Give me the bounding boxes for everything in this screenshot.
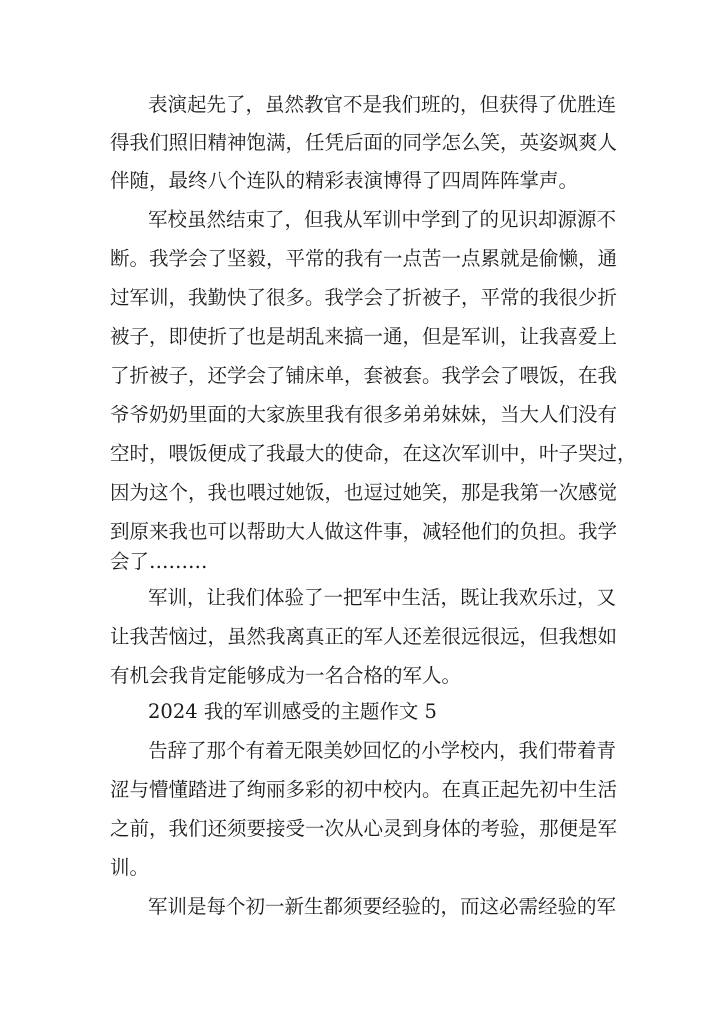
text-line: 被子，即使折了也是胡乱来搞一通，但是军训，让我喜爱上 [110, 325, 618, 348]
text-line: 爷爷奶奶里面的大家族里我有很多弟弟妹妹，当大人们没有 [110, 403, 618, 426]
text-line: 伴随，最终八个连队的精彩表演博得了四周阵阵掌声。 [110, 169, 579, 192]
text-line: 表演起先了，虽然教官不是我们班的，但获得了优胜连 [148, 93, 617, 116]
text-line: 之前，我们还须要接受一次从心灵到身体的考验，那便是军 [110, 817, 618, 840]
text-line: 训。 [110, 856, 150, 879]
text-line: 因为这个，我也喂过她饭，也逗过她笑，那是我第一次感觉 [110, 481, 618, 504]
text-line: 军校虽然结束了，但我从军训中学到了的见识却源源不 [148, 208, 617, 231]
text-line: 到原来我也可以帮助大人做这件事，减轻他们的负担。我学 [110, 520, 618, 543]
text-line: 军训是每个初一新生都须要经验的，而这必需经验的军 [148, 895, 617, 918]
text-line: 有机会我肯定能够成为一名合格的军人。 [110, 664, 462, 687]
text-line: 军训，让我们体验了一把军中生活，既让我欢乐过，又 [148, 586, 617, 609]
text-line: 让我苦恼过，虽然我离真正的军人还差很远很远，但我想如 [110, 625, 618, 648]
text-line: 得我们照旧精神饱满，任凭后面的同学怎么笑，英姿飒爽人 [110, 131, 618, 154]
section-heading: 2024 我的军训感受的主题作文 5 [148, 700, 437, 723]
text-line: 空时，喂饭便成了我最大的使命，在这次军训中，叶子哭过， [110, 442, 637, 465]
text-line: 过军训，我勤快了很多。我学会了折被子，平常的我很少折 [110, 286, 618, 309]
text-line: 会了……… [110, 550, 208, 573]
text-line: 涩与懵懂踏进了绚丽多彩的初中校内。在真正起先初中生活 [110, 778, 618, 801]
text-line: 断。我学会了坚毅，平常的我有一点苦一点累就是偷懒，通 [110, 247, 618, 270]
text-line: 了折被子，还学会了铺床单，套被套。我学会了喂饭，在我 [110, 364, 618, 387]
text-line: 告辞了那个有着无限美妙回忆的小学校内，我们带着青 [148, 739, 617, 762]
